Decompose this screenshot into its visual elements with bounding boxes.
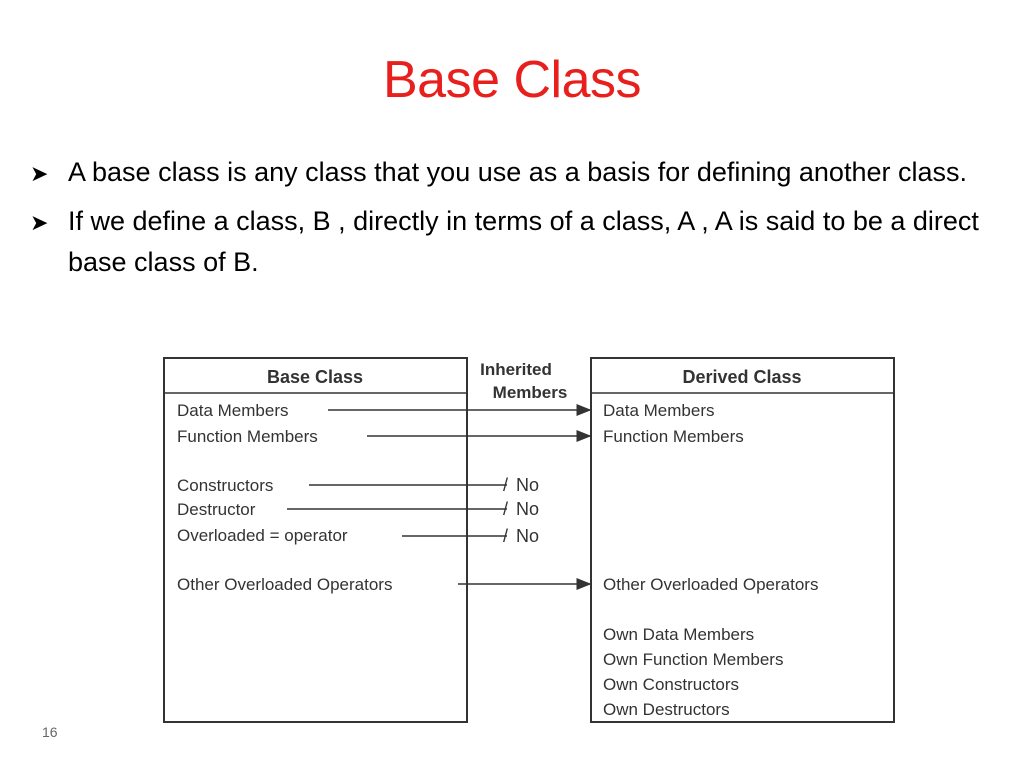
slide-number: 16 — [42, 724, 58, 740]
bullet-text: If we define a class, B , directly in terms of a class, A , A is said to be a direct base class of B. — [68, 206, 979, 277]
base-member-functions: Function Members — [177, 427, 318, 446]
bullet-text: A base class is any class that you use as a basis for defining another class. — [68, 157, 967, 187]
slash-icon: / — [503, 499, 509, 519]
derived-member-functions: Function Members — [603, 427, 744, 446]
base-member-destructor: Destructor — [177, 500, 256, 519]
bullet-list — [30, 152, 1010, 291]
base-member-other-operators: Other Overloaded Operators — [177, 575, 393, 594]
derived-member-data: Data Members — [603, 401, 715, 420]
arrow-bullet-icon: ➤ — [30, 161, 49, 186]
no-label-constructors: No — [516, 475, 540, 495]
derived-member-other-operators: Other Overloaded Operators — [603, 575, 819, 594]
no-label-overloaded-assign: No — [516, 526, 540, 546]
base-member-constructors: Constructors — [177, 476, 274, 495]
slide-title: Base Class — [383, 51, 641, 109]
base-class-header: Base Class — [266, 367, 364, 387]
derived-own-constructors: Own Constructors — [603, 675, 740, 694]
no-label-destructor: No — [516, 499, 540, 519]
inherited-label-line1: Inherited — [480, 360, 552, 379]
slash-icon: / — [503, 526, 509, 546]
derived-own-destructors: Own Destructors — [603, 700, 730, 719]
arrow-bullet-icon: ➤ — [30, 210, 49, 235]
derived-class-header: Derived Class — [682, 367, 802, 387]
inheritance-diagram — [162, 356, 902, 728]
bullet-item — [30, 152, 1010, 193]
inherited-label-line2: Members — [492, 383, 568, 402]
derived-own-functions: Own Function Members — [603, 650, 784, 669]
bullet-item — [30, 201, 1010, 283]
derived-own-data: Own Data Members — [603, 625, 755, 644]
base-member-data: Data Members — [177, 401, 289, 420]
slash-icon: / — [503, 475, 509, 495]
base-member-overloaded-assign: Overloaded = operator — [177, 526, 348, 545]
